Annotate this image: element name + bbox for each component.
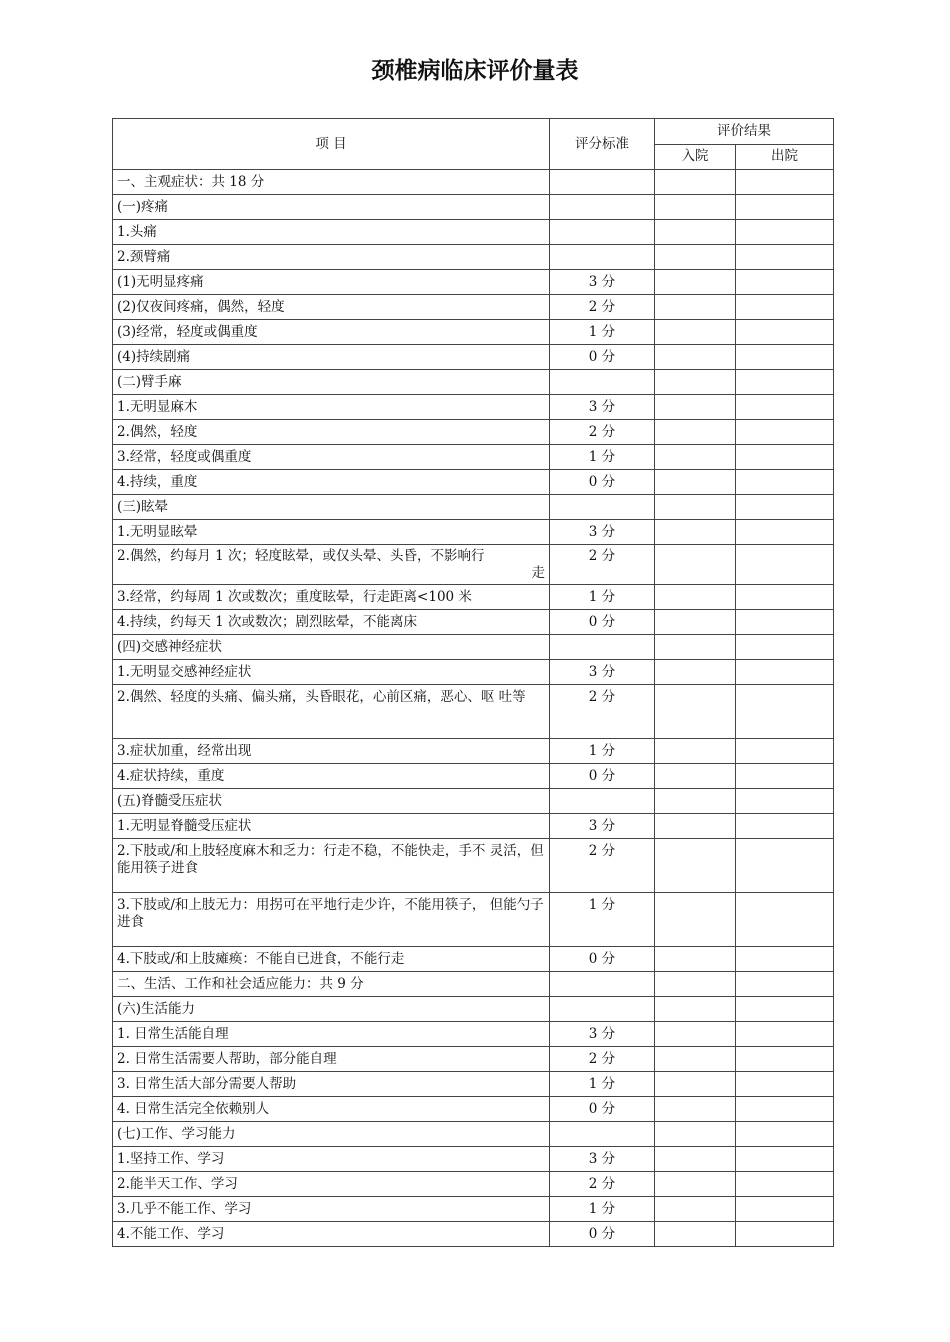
table-row — [113, 685, 834, 739]
discharge-cell[interactable] — [736, 470, 834, 495]
discharge-cell[interactable] — [736, 739, 834, 764]
admission-cell[interactable] — [655, 839, 736, 893]
item-cell: 3.症状加重，经常出现 — [113, 739, 550, 764]
table-row — [113, 470, 834, 495]
score-cell — [550, 220, 655, 245]
discharge-cell[interactable] — [736, 320, 834, 345]
table-row — [113, 545, 834, 585]
score-cell: 0 分 — [550, 1097, 655, 1122]
discharge-cell[interactable] — [736, 610, 834, 635]
table-row — [113, 1147, 834, 1172]
score-cell — [550, 1122, 655, 1147]
discharge-cell[interactable] — [736, 545, 834, 585]
item-cell: 3.下肢或/和上肢无力：用拐可在平地行走少许，不能用筷子， 但能勺子进食 — [113, 893, 550, 947]
admission-cell[interactable] — [655, 1097, 736, 1122]
admission-cell[interactable] — [655, 1122, 736, 1147]
item-cell: 3. 日常生活大部分需要人帮助 — [113, 1072, 550, 1097]
discharge-cell[interactable] — [736, 814, 834, 839]
item-cell: 2. 日常生活需要人帮助，部分能自理 — [113, 1047, 550, 1072]
table-row — [113, 1047, 834, 1072]
table-row — [113, 395, 834, 420]
item-cell: 4.症状持续，重度 — [113, 764, 550, 789]
admission-cell[interactable] — [655, 972, 736, 997]
score-cell — [550, 635, 655, 660]
discharge-cell[interactable] — [736, 1097, 834, 1122]
admission-cell[interactable] — [655, 893, 736, 947]
table-row — [113, 764, 834, 789]
score-cell — [550, 495, 655, 520]
discharge-cell[interactable] — [736, 1172, 834, 1197]
item-cell: (六)生活能力 — [113, 997, 550, 1022]
item-cell: (4)持续剧痛 — [113, 345, 550, 370]
discharge-cell[interactable] — [736, 1197, 834, 1222]
table-row — [113, 610, 834, 635]
table-row — [113, 997, 834, 1022]
item-cell: 4.下肢或/和上肢瘫痪：不能自已进食，不能行走 — [113, 947, 550, 972]
table-row — [113, 170, 834, 195]
score-cell — [550, 245, 655, 270]
score-cell — [550, 972, 655, 997]
item-cell: 3.经常，轻度或偶重度 — [113, 445, 550, 470]
discharge-cell[interactable] — [736, 1147, 834, 1172]
admission-cell[interactable] — [655, 220, 736, 245]
item-cell: (五)脊髓受压症状 — [113, 789, 550, 814]
table-row — [113, 660, 834, 685]
item-text: 2.偶然，约每月 1 次；轻度眩晕，或仅头晕、头昏，不影响行 — [117, 547, 485, 564]
table-row — [113, 495, 834, 520]
admission-cell[interactable] — [655, 1047, 736, 1072]
discharge-cell[interactable] — [736, 839, 834, 893]
table-row — [113, 1172, 834, 1197]
score-cell: 3 分 — [550, 270, 655, 295]
admission-cell[interactable] — [655, 789, 736, 814]
admission-cell[interactable] — [655, 1172, 736, 1197]
admission-cell[interactable] — [655, 635, 736, 660]
admission-cell[interactable] — [655, 1147, 736, 1172]
score-cell: 1 分 — [550, 585, 655, 610]
table-row — [113, 1197, 834, 1222]
score-cell — [550, 195, 655, 220]
admission-cell[interactable] — [655, 1222, 736, 1247]
score-cell: 1 分 — [550, 1197, 655, 1222]
table-row — [113, 320, 834, 345]
score-cell: 2 分 — [550, 1047, 655, 1072]
admission-cell[interactable] — [655, 814, 736, 839]
item-cell: (1)无明显疼痛 — [113, 270, 550, 295]
table-row — [113, 445, 834, 470]
admission-cell[interactable] — [655, 660, 736, 685]
admission-cell[interactable] — [655, 585, 736, 610]
score-cell: 3 分 — [550, 520, 655, 545]
item-cell: 二、生活、工作和社会适应能力：共 9 分 — [113, 972, 550, 997]
discharge-cell[interactable] — [736, 445, 834, 470]
admission-cell[interactable] — [655, 1022, 736, 1047]
table-row — [113, 947, 834, 972]
discharge-cell[interactable] — [736, 495, 834, 520]
item-cell: 2.偶然、轻度的头痛、偏头痛，头昏眼花，心前区痛，恶心、呕 吐等 — [113, 685, 550, 739]
table-row — [113, 245, 834, 270]
item-cell: (3)经常，轻度或偶重度 — [113, 320, 550, 345]
admission-cell[interactable] — [655, 270, 736, 295]
table-row — [113, 520, 834, 545]
score-cell: 3 分 — [550, 814, 655, 839]
admission-cell[interactable] — [655, 420, 736, 445]
score-cell: 3 分 — [550, 660, 655, 685]
admission-cell[interactable] — [655, 170, 736, 195]
item-cell: 4.不能工作、学习 — [113, 1222, 550, 1247]
item-cell: (三)眩晕 — [113, 495, 550, 520]
discharge-cell[interactable] — [736, 1122, 834, 1147]
table-row — [113, 1122, 834, 1147]
admission-cell[interactable] — [655, 445, 736, 470]
table-row — [113, 789, 834, 814]
discharge-cell[interactable] — [736, 1072, 834, 1097]
discharge-cell[interactable] — [736, 295, 834, 320]
item-cell: 3.几乎不能工作、学习 — [113, 1197, 550, 1222]
item-cell: 1.无明显脊髓受压症状 — [113, 814, 550, 839]
admission-cell[interactable] — [655, 395, 736, 420]
admission-cell[interactable] — [655, 739, 736, 764]
item-cell: (二)臂手麻 — [113, 370, 550, 395]
discharge-cell[interactable] — [736, 893, 834, 947]
item-cell: 一、主观症状：共 18 分 — [113, 170, 550, 195]
admission-cell[interactable] — [655, 195, 736, 220]
score-cell: 0 分 — [550, 1222, 655, 1247]
discharge-cell[interactable] — [736, 947, 834, 972]
score-cell: 1 分 — [550, 893, 655, 947]
discharge-cell[interactable] — [736, 585, 834, 610]
discharge-cell[interactable] — [736, 1222, 834, 1247]
table-row — [113, 839, 834, 893]
item-cell: (四)交感神经症状 — [113, 635, 550, 660]
table-row — [113, 972, 834, 997]
item-cell: 1.坚持工作、学习 — [113, 1147, 550, 1172]
table-row — [113, 270, 834, 295]
score-cell: 1 分 — [550, 445, 655, 470]
score-cell: 2 分 — [550, 685, 655, 739]
admission-cell[interactable] — [655, 545, 736, 585]
admission-cell[interactable] — [655, 370, 736, 395]
score-cell: 3 分 — [550, 1147, 655, 1172]
discharge-cell[interactable] — [736, 420, 834, 445]
item-cell: 1.无明显麻木 — [113, 395, 550, 420]
header-discharge: 出院 — [736, 144, 834, 170]
score-cell: 1 分 — [550, 739, 655, 764]
score-cell — [550, 370, 655, 395]
item-cell: (一)疼痛 — [113, 195, 550, 220]
admission-cell[interactable] — [655, 610, 736, 635]
item-cell: 2.下肢或/和上肢轻度麻木和乏力：行走不稳，不能快走，手不 灵活，但能用筷子进食 — [113, 839, 550, 893]
item-cell — [113, 545, 550, 585]
discharge-cell[interactable] — [736, 245, 834, 270]
item-cell: 1.头痛 — [113, 220, 550, 245]
score-cell: 0 分 — [550, 610, 655, 635]
table-row — [113, 739, 834, 764]
header-item: 项 目 — [113, 119, 550, 170]
score-cell: 0 分 — [550, 345, 655, 370]
score-cell: 2 分 — [550, 839, 655, 893]
item-cell: 4. 日常生活完全依赖别人 — [113, 1097, 550, 1122]
score-cell: 2 分 — [550, 1172, 655, 1197]
admission-cell[interactable] — [655, 320, 736, 345]
table-row — [113, 370, 834, 395]
admission-cell[interactable] — [655, 295, 736, 320]
item-cell: 4.持续，重度 — [113, 470, 550, 495]
score-cell: 3 分 — [550, 1022, 655, 1047]
discharge-cell[interactable] — [736, 220, 834, 245]
table-row — [113, 1222, 834, 1247]
discharge-cell[interactable] — [736, 170, 834, 195]
score-cell: 2 分 — [550, 295, 655, 320]
discharge-cell[interactable] — [736, 520, 834, 545]
table-row — [113, 635, 834, 660]
evaluation-table — [112, 118, 834, 1247]
table-row — [113, 585, 834, 610]
table-row — [113, 814, 834, 839]
discharge-cell[interactable] — [736, 660, 834, 685]
table-row — [113, 1072, 834, 1097]
admission-cell[interactable] — [655, 764, 736, 789]
item-cell: 1.无明显交感神经症状 — [113, 660, 550, 685]
score-cell — [550, 170, 655, 195]
page-title: 颈椎病临床评价量表 — [371, 58, 579, 84]
score-cell: 1 分 — [550, 320, 655, 345]
discharge-cell[interactable] — [736, 997, 834, 1022]
table-row — [113, 220, 834, 245]
admission-cell[interactable] — [655, 470, 736, 495]
admission-cell[interactable] — [655, 997, 736, 1022]
table-row — [113, 1097, 834, 1122]
item-cell: 3.经常，约每周 1 次或数次；重度眩晕，行走距离<100 米 — [113, 585, 550, 610]
item-cell: (2)仅夜间疼痛，偶然，轻度 — [113, 295, 550, 320]
score-cell: 1 分 — [550, 1072, 655, 1097]
discharge-cell[interactable] — [736, 195, 834, 220]
score-cell — [550, 789, 655, 814]
item-cell: 1.无明显眩晕 — [113, 520, 550, 545]
header-admission: 入院 — [655, 144, 736, 170]
discharge-cell[interactable] — [736, 270, 834, 295]
table-row — [113, 1022, 834, 1047]
discharge-cell[interactable] — [736, 685, 834, 739]
table-row — [113, 195, 834, 220]
discharge-cell[interactable] — [736, 395, 834, 420]
score-cell: 0 分 — [550, 470, 655, 495]
admission-cell[interactable] — [655, 685, 736, 739]
table-row — [113, 893, 834, 947]
header-standard: 评分标准 — [550, 119, 655, 170]
discharge-cell[interactable] — [736, 345, 834, 370]
discharge-cell[interactable] — [736, 972, 834, 997]
discharge-cell[interactable] — [736, 789, 834, 814]
item-cell: 4.持续，约每天 1 次或数次；剧烈眩晕，不能离床 — [113, 610, 550, 635]
item-cell: 2.偶然，轻度 — [113, 420, 550, 445]
discharge-cell[interactable] — [736, 764, 834, 789]
admission-cell[interactable] — [655, 947, 736, 972]
score-cell: 3 分 — [550, 395, 655, 420]
discharge-cell[interactable] — [736, 1022, 834, 1047]
item-cell: (七)工作、学习能力 — [113, 1122, 550, 1147]
item-cell: 1. 日常生活能自理 — [113, 1022, 550, 1047]
table-row — [113, 420, 834, 445]
admission-cell[interactable] — [655, 1072, 736, 1097]
discharge-cell[interactable] — [736, 1047, 834, 1072]
score-cell: 0 分 — [550, 764, 655, 789]
header-result: 评价结果 — [655, 119, 834, 145]
score-cell: 0 分 — [550, 947, 655, 972]
score-cell — [550, 997, 655, 1022]
discharge-cell[interactable] — [736, 370, 834, 395]
score-cell: 2 分 — [550, 420, 655, 445]
admission-cell[interactable] — [655, 345, 736, 370]
item-cell: 2.颈臂痛 — [113, 245, 550, 270]
score-cell: 2 分 — [550, 545, 655, 585]
item-cell: 2.能半天工作、学习 — [113, 1172, 550, 1197]
discharge-cell[interactable] — [736, 635, 834, 660]
admission-cell[interactable] — [655, 520, 736, 545]
admission-cell[interactable] — [655, 1197, 736, 1222]
admission-cell[interactable] — [655, 245, 736, 270]
admission-cell[interactable] — [655, 495, 736, 520]
table-row — [113, 345, 834, 370]
item-text-continued: 走 — [531, 564, 545, 581]
table-row — [113, 295, 834, 320]
